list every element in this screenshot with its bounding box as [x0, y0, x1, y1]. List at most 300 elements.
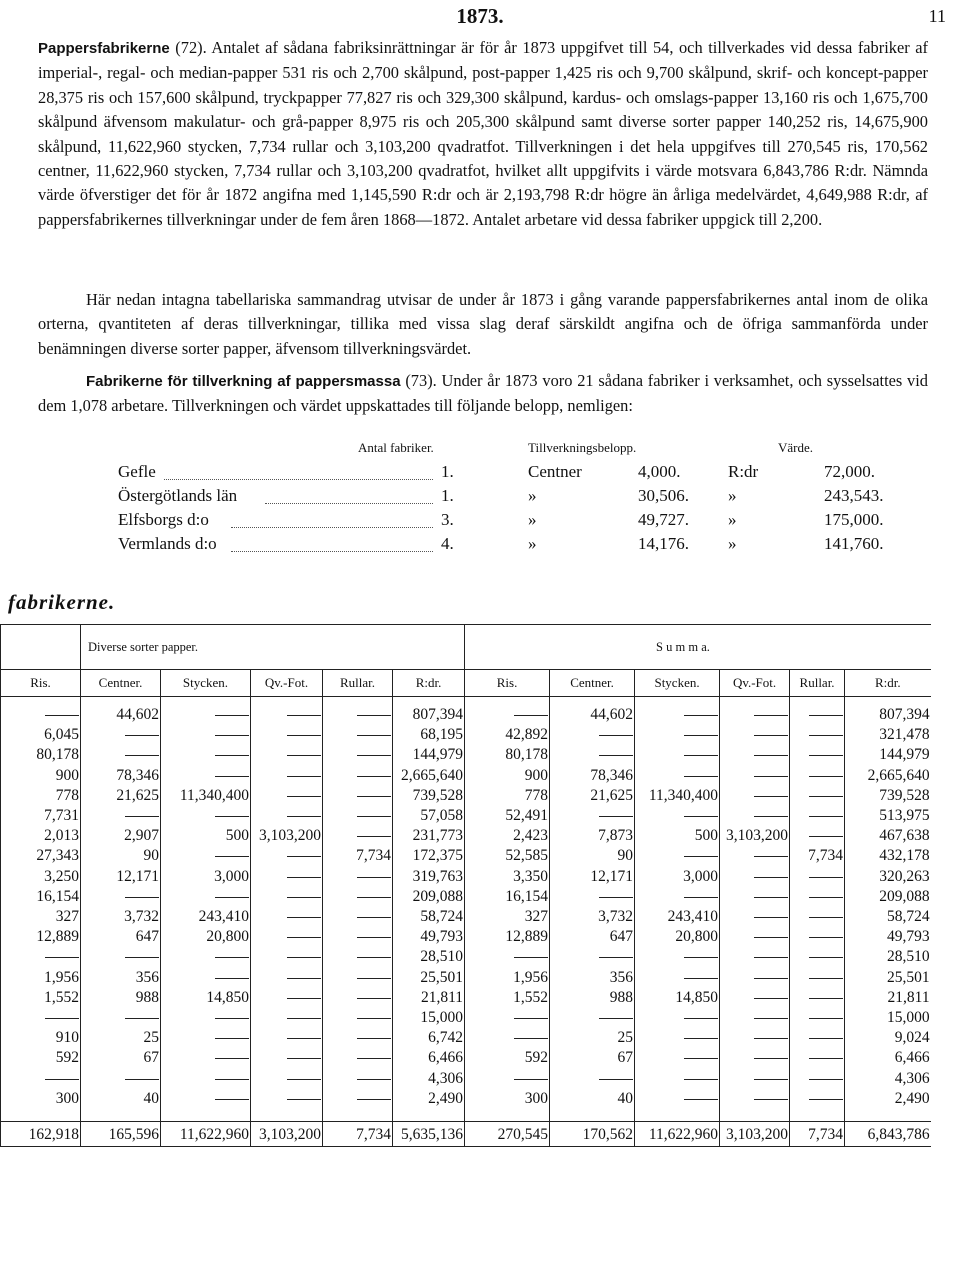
table-cell: 356 — [550, 968, 635, 988]
table-cell: 80,178 — [465, 745, 550, 765]
table-cell — [323, 806, 393, 826]
page-year: 1873. — [456, 4, 504, 28]
table-cell: 900 — [465, 766, 550, 786]
table-cell: 2,490 — [393, 1089, 465, 1109]
column-header: Stycken. — [635, 670, 720, 697]
table-cell: 2,665,640 — [393, 766, 465, 786]
table-cell: 7,873 — [550, 826, 635, 846]
empty-dash — [514, 1018, 548, 1019]
table-cell — [790, 1069, 845, 1089]
table-cell — [161, 947, 251, 967]
empty-dash — [684, 1018, 718, 1019]
massa-currency: R:dr — [728, 462, 759, 481]
table-cell — [720, 947, 790, 967]
table-cell: 3,250 — [1, 867, 81, 887]
table-cell: 243,410 — [161, 907, 251, 927]
spacer-cell — [251, 1109, 323, 1122]
massa-currency: » — [728, 534, 737, 553]
empty-dash — [287, 877, 321, 878]
table-cell — [251, 1028, 323, 1048]
total-cell: 162,918 — [1, 1122, 81, 1147]
table-cell: 1,552 — [465, 988, 550, 1008]
empty-dash — [287, 1099, 321, 1100]
empty-dash — [809, 755, 843, 756]
table-cell: 500 — [635, 826, 720, 846]
table-cell: 21,625 — [81, 786, 161, 806]
table-cell — [720, 806, 790, 826]
table-row — [1, 968, 931, 988]
empty-dash — [809, 1079, 843, 1080]
table-cell — [161, 806, 251, 826]
empty-dash — [809, 998, 843, 999]
table-cell: 20,800 — [635, 927, 720, 947]
table-cell: 327 — [465, 907, 550, 927]
table-cell: 67 — [81, 1048, 161, 1068]
table-cell: 21,811 — [393, 988, 465, 1008]
empty-dash — [287, 776, 321, 777]
table-cell — [635, 697, 720, 726]
column-header: Centner. — [81, 670, 161, 697]
table-cell: 144,979 — [845, 745, 931, 765]
spacer-cell — [635, 1109, 720, 1122]
empty-dash — [287, 856, 321, 857]
empty-dash — [684, 856, 718, 857]
table-cell — [720, 725, 790, 745]
table-cell — [720, 988, 790, 1008]
empty-dash — [287, 897, 321, 898]
table-cell: 231,773 — [393, 826, 465, 846]
paragraph-text: (72). Antalet af sådana fabriksinrättningar är för år 1873 uppgifvet till 54, och tillverkades vid dessa fabriker af imperial-, regal- och median-papper 531 ris och 2,700 skålpund, post-papper 1,425 ris och 9,700 skålpund, skrif- och koncept-papper 28,375 ris och 157,600 skålpund, tryckpapper 77,827 ris och 329,300 skålpund, kardus- och omslags-papper 13,160 ris och 1,675,700 skålpund äfvensom makulatur- och grå-papper 8,975 ris och 205,300 skålpund samt diverse sorter papper 140,252 ris, 14,675,900 skålpund, 11,622,960 stycken, 7,734 rullar och 3,103,200 qvadratfot. Tillverkningen i det hela uppgifves till 270,545 ris, 170,562 centner, 11,622,960 stycken, 7,734 rullar och 3,103,200 qvadratfot, hvilket allt uppgifvits i värde motsvara 6,843,786 R:dr. Nämnda värde öfverstiger det för år 1872 angifna med 1,145,590 R:dr och är 2,193,798 R:dr högre än årliga medelvärdet, 4,649,988 R:dr, af pappersfabrikernes tillverkningar under de fem åren 1868—1872. Antalet arbetare vid dessa fabriker uppgick till 2,200. — [38, 38, 928, 229]
table-cell — [550, 887, 635, 907]
empty-dash — [215, 856, 249, 857]
massa-amount: 14,176. — [638, 534, 689, 553]
table-cell — [720, 887, 790, 907]
massa-row — [38, 510, 918, 536]
table-cell — [465, 697, 550, 726]
empty-dash — [357, 1058, 391, 1059]
empty-dash — [215, 1079, 249, 1080]
empty-dash — [754, 1099, 788, 1100]
table-cell — [790, 1008, 845, 1028]
massa-place: Elfsborgs d:o — [118, 510, 209, 529]
table-cell: 25,501 — [845, 968, 931, 988]
table-cell — [635, 766, 720, 786]
table-cell: 6,466 — [393, 1048, 465, 1068]
table-cell — [790, 867, 845, 887]
empty-dash — [599, 1079, 633, 1080]
table-row — [1, 826, 931, 846]
table-cell — [720, 786, 790, 806]
spacer-cell — [845, 1109, 931, 1122]
table-row — [1, 927, 931, 947]
empty-dash — [287, 917, 321, 918]
table-cell: 7,734 — [790, 846, 845, 866]
empty-dash — [287, 978, 321, 979]
table-cell — [635, 1089, 720, 1109]
table-cell — [550, 745, 635, 765]
table-cell: 21,625 — [550, 786, 635, 806]
table-cell: 12,889 — [1, 927, 81, 947]
table-cell — [161, 1069, 251, 1089]
empty-dash — [215, 1038, 249, 1039]
table-cell: 78,346 — [81, 766, 161, 786]
empty-dash — [514, 715, 548, 716]
table-cell — [720, 968, 790, 988]
massa-value: 243,543. — [824, 486, 884, 505]
massa-amount: 30,506. — [638, 486, 689, 505]
empty-dash — [215, 1018, 249, 1019]
empty-dash — [684, 755, 718, 756]
total-cell: 7,734 — [323, 1122, 393, 1147]
empty-dash — [754, 937, 788, 938]
group-diverse: Diverse sorter papper. — [81, 625, 465, 670]
table-cell: 28,510 — [393, 947, 465, 967]
spacer-cell — [393, 1109, 465, 1122]
empty-dash — [215, 816, 249, 817]
table-row — [1, 947, 931, 967]
table-cell — [161, 1048, 251, 1068]
empty-dash — [754, 897, 788, 898]
table-row — [1, 786, 931, 806]
table-cell: 14,850 — [161, 988, 251, 1008]
table-cell — [323, 927, 393, 947]
empty-dash — [215, 715, 249, 716]
empty-dash — [684, 1079, 718, 1080]
empty-dash — [287, 1038, 321, 1039]
table-cell — [635, 725, 720, 745]
spacer-cell — [790, 1109, 845, 1122]
table-cell — [1, 1069, 81, 1089]
empty-dash — [809, 897, 843, 898]
spacer-cell — [323, 1109, 393, 1122]
table-cell — [790, 968, 845, 988]
spacer-cell — [720, 1109, 790, 1122]
table-cell — [161, 1028, 251, 1048]
table-cell: 739,528 — [845, 786, 931, 806]
empty-dash — [287, 998, 321, 999]
empty-dash — [125, 1018, 159, 1019]
table-cell: 2,907 — [81, 826, 161, 846]
table-row — [1, 1089, 931, 1109]
table-cell: 15,000 — [393, 1008, 465, 1028]
massa-currency: » — [728, 510, 737, 529]
table-cell: 647 — [81, 927, 161, 947]
empty-dash — [754, 856, 788, 857]
table-cell: 1,956 — [465, 968, 550, 988]
table-cell — [790, 988, 845, 1008]
empty-dash — [684, 816, 718, 817]
massa-unit: » — [528, 534, 537, 553]
table-cell: 4,306 — [393, 1069, 465, 1089]
total-cell: 3,103,200 — [251, 1122, 323, 1147]
table-cell — [161, 1089, 251, 1109]
empty-dash — [754, 776, 788, 777]
empty-dash — [754, 1038, 788, 1039]
empty-dash — [287, 796, 321, 797]
table-cell: 2,490 — [845, 1089, 931, 1109]
table-cell: 988 — [550, 988, 635, 1008]
table-cell — [550, 947, 635, 967]
table-cell — [720, 766, 790, 786]
empty-dash — [754, 796, 788, 797]
empty-dash — [357, 937, 391, 938]
empty-dash — [125, 816, 159, 817]
empty-dash — [287, 755, 321, 756]
empty-dash — [357, 1038, 391, 1039]
table-cell: 320,263 — [845, 867, 931, 887]
table-cell — [550, 725, 635, 745]
table-cell — [720, 907, 790, 927]
empty-dash — [287, 1079, 321, 1080]
empty-dash — [599, 897, 633, 898]
table-cell — [323, 947, 393, 967]
leader-dots — [164, 479, 433, 480]
table-cell: 500 — [161, 826, 251, 846]
table-row — [1, 1048, 931, 1068]
table-cell: 6,466 — [845, 1048, 931, 1068]
table-cell: 12,171 — [81, 867, 161, 887]
empty-dash — [684, 1099, 718, 1100]
table-row — [1, 988, 931, 1008]
table-cell: 7,734 — [323, 846, 393, 866]
table-cell: 6,045 — [1, 725, 81, 745]
table-cell — [323, 887, 393, 907]
table-cell — [790, 826, 845, 846]
empty-dash — [599, 957, 633, 958]
table-cell — [720, 1008, 790, 1028]
table-cell — [720, 1048, 790, 1068]
table-cell: 3,103,200 — [251, 826, 323, 846]
empty-dash — [809, 937, 843, 938]
paragraph-lead: Fabrikerne för tillverkning af pappersmassa — [86, 373, 401, 390]
table-cell — [81, 806, 161, 826]
table-cell: 1,552 — [1, 988, 81, 1008]
table-cell: 807,394 — [845, 697, 931, 726]
column-header: R:dr. — [845, 670, 931, 697]
table-cell: 2,423 — [465, 826, 550, 846]
header-antal: Antal fabriker. — [358, 440, 434, 455]
table-cell: 910 — [1, 1028, 81, 1048]
empty-dash — [809, 735, 843, 736]
empty-dash — [599, 816, 633, 817]
column-header: Rullar. — [790, 670, 845, 697]
empty-dash — [514, 1038, 548, 1039]
table-cell — [790, 697, 845, 726]
massa-unit: Centner — [528, 462, 582, 481]
table-cell — [720, 1028, 790, 1048]
table-cell: 209,088 — [393, 887, 465, 907]
table-cell: 1,956 — [1, 968, 81, 988]
empty-dash — [287, 937, 321, 938]
table-cell: 900 — [1, 766, 81, 786]
empty-dash — [125, 1079, 159, 1080]
table-cell: 16,154 — [1, 887, 81, 907]
table-cell — [323, 1028, 393, 1048]
table-cell: 592 — [1, 1048, 81, 1068]
table-cell — [251, 1048, 323, 1068]
empty-dash — [357, 978, 391, 979]
table-cell: 6,742 — [393, 1028, 465, 1048]
empty-dash — [754, 735, 788, 736]
totals-row — [1, 1122, 931, 1147]
table-cell — [790, 907, 845, 927]
empty-dash — [599, 755, 633, 756]
empty-dash — [357, 776, 391, 777]
paragraph-pappersmassa — [38, 369, 928, 419]
table-cell — [251, 745, 323, 765]
empty-dash — [809, 836, 843, 837]
table-cell: 592 — [465, 1048, 550, 1068]
massa-value: 72,000. — [824, 462, 875, 481]
table-cell: 243,410 — [635, 907, 720, 927]
paragraph-text: (73). Under år 1873 voro 21 sådana fabriker i verksamhet, och sysselsattes vid dem 1,078 arbetare. Tillverkningen och värdet uppskattades till följande belopp, nemligen: — [38, 371, 929, 416]
empty-dash — [754, 1079, 788, 1080]
table-cell: 49,793 — [845, 927, 931, 947]
paragraph-text: Här nedan intagna tabellariska sammandrag utvisar de under år 1873 i gång varande pappersfabrikernes antal inom de olika orterna, qvantiteten af deras tillverkningar, tillika med vissa slag deraf särskildt angifna och de öfriga sammanförda under benämningen diverse sorter papper, äfvensom tillverkningsvärdet. — [38, 290, 928, 358]
empty-dash — [287, 957, 321, 958]
table-cell: 7,731 — [1, 806, 81, 826]
total-cell: 6,843,786 — [845, 1122, 931, 1147]
empty-dash — [215, 1058, 249, 1059]
table-cell — [323, 826, 393, 846]
table-cell: 432,178 — [845, 846, 931, 866]
table-cell: 172,375 — [393, 846, 465, 866]
table-cell — [251, 988, 323, 1008]
empty-dash — [215, 776, 249, 777]
spacer-row — [1, 1109, 931, 1122]
paragraph-sammandrag — [38, 288, 928, 361]
table-cell — [635, 1028, 720, 1048]
column-header: Stycken. — [161, 670, 251, 697]
table-cell: 3,103,200 — [720, 826, 790, 846]
empty-dash — [357, 816, 391, 817]
empty-dash — [357, 715, 391, 716]
massa-currency: » — [728, 486, 737, 505]
table-cell — [465, 1069, 550, 1089]
empty-dash — [45, 715, 79, 716]
total-cell: 270,545 — [465, 1122, 550, 1147]
table-cell — [161, 887, 251, 907]
table-cell: 3,732 — [81, 907, 161, 927]
table-cell — [790, 1089, 845, 1109]
spacer-cell — [465, 1109, 550, 1122]
table-cell — [251, 907, 323, 927]
empty-dash — [287, 1018, 321, 1019]
table-cell: 90 — [81, 846, 161, 866]
table-cell: 58,724 — [845, 907, 931, 927]
total-cell: 7,734 — [790, 1122, 845, 1147]
total-cell: 165,596 — [81, 1122, 161, 1147]
table-cell — [323, 786, 393, 806]
table-cell — [323, 968, 393, 988]
empty-dash — [684, 957, 718, 958]
table-cell: 4,306 — [845, 1069, 931, 1089]
table-cell: 12,889 — [465, 927, 550, 947]
table-cell — [323, 697, 393, 726]
empty-dash — [754, 1018, 788, 1019]
table-cell — [323, 1008, 393, 1028]
empty-dash — [357, 735, 391, 736]
massa-value: 175,000. — [824, 510, 884, 529]
table-cell — [790, 766, 845, 786]
total-cell: 170,562 — [550, 1122, 635, 1147]
table-cell — [720, 697, 790, 726]
page-number: 11 — [928, 6, 946, 26]
table-cell: 14,850 — [635, 988, 720, 1008]
group-blank — [1, 625, 81, 670]
table-cell: 209,088 — [845, 887, 931, 907]
table-cell: 11,340,400 — [635, 786, 720, 806]
table-cell — [720, 1089, 790, 1109]
table-cell — [251, 725, 323, 745]
table-cell — [790, 786, 845, 806]
empty-dash — [809, 1018, 843, 1019]
massa-unit: » — [528, 486, 537, 505]
table-cell: 52,491 — [465, 806, 550, 826]
table-cell: 21,811 — [845, 988, 931, 1008]
empty-dash — [514, 1079, 548, 1080]
table-cell: 40 — [550, 1089, 635, 1109]
massa-unit: » — [528, 510, 537, 529]
table-cell — [635, 846, 720, 866]
table-cell — [161, 697, 251, 726]
table-cell: 15,000 — [845, 1008, 931, 1028]
table-cell — [251, 947, 323, 967]
table-row — [1, 766, 931, 786]
massa-antal: 1. — [441, 462, 454, 481]
table-cell — [790, 745, 845, 765]
table-row — [1, 745, 931, 765]
table-cell: 9,024 — [845, 1028, 931, 1048]
table-cell — [720, 867, 790, 887]
empty-dash — [809, 816, 843, 817]
table-cell — [161, 725, 251, 745]
empty-dash — [287, 735, 321, 736]
empty-dash — [809, 917, 843, 918]
empty-dash — [357, 998, 391, 999]
table-cell — [635, 947, 720, 967]
table-row — [1, 806, 931, 826]
table-cell — [790, 1048, 845, 1068]
table-cell — [323, 867, 393, 887]
total-cell: 3,103,200 — [720, 1122, 790, 1147]
empty-dash — [684, 1058, 718, 1059]
table-cell — [790, 806, 845, 826]
table-cell: 647 — [550, 927, 635, 947]
table-cell — [550, 806, 635, 826]
table-row — [1, 887, 931, 907]
empty-dash — [684, 978, 718, 979]
table-cell: 2,013 — [1, 826, 81, 846]
empty-dash — [125, 755, 159, 756]
empty-dash — [809, 796, 843, 797]
empty-dash — [357, 1099, 391, 1100]
table-row — [1, 1069, 931, 1089]
empty-dash — [125, 957, 159, 958]
table-cell: 52,585 — [465, 846, 550, 866]
table-cell — [251, 887, 323, 907]
column-header: Rullar. — [323, 670, 393, 697]
table-cell: 467,638 — [845, 826, 931, 846]
empty-dash — [357, 897, 391, 898]
empty-dash — [809, 957, 843, 958]
column-header: Qv.-Fot. — [720, 670, 790, 697]
table-cell: 20,800 — [161, 927, 251, 947]
empty-dash — [357, 836, 391, 837]
table-cell: 3,000 — [635, 867, 720, 887]
table-cell: 12,171 — [550, 867, 635, 887]
section-title: fabrikerne. — [8, 590, 116, 614]
